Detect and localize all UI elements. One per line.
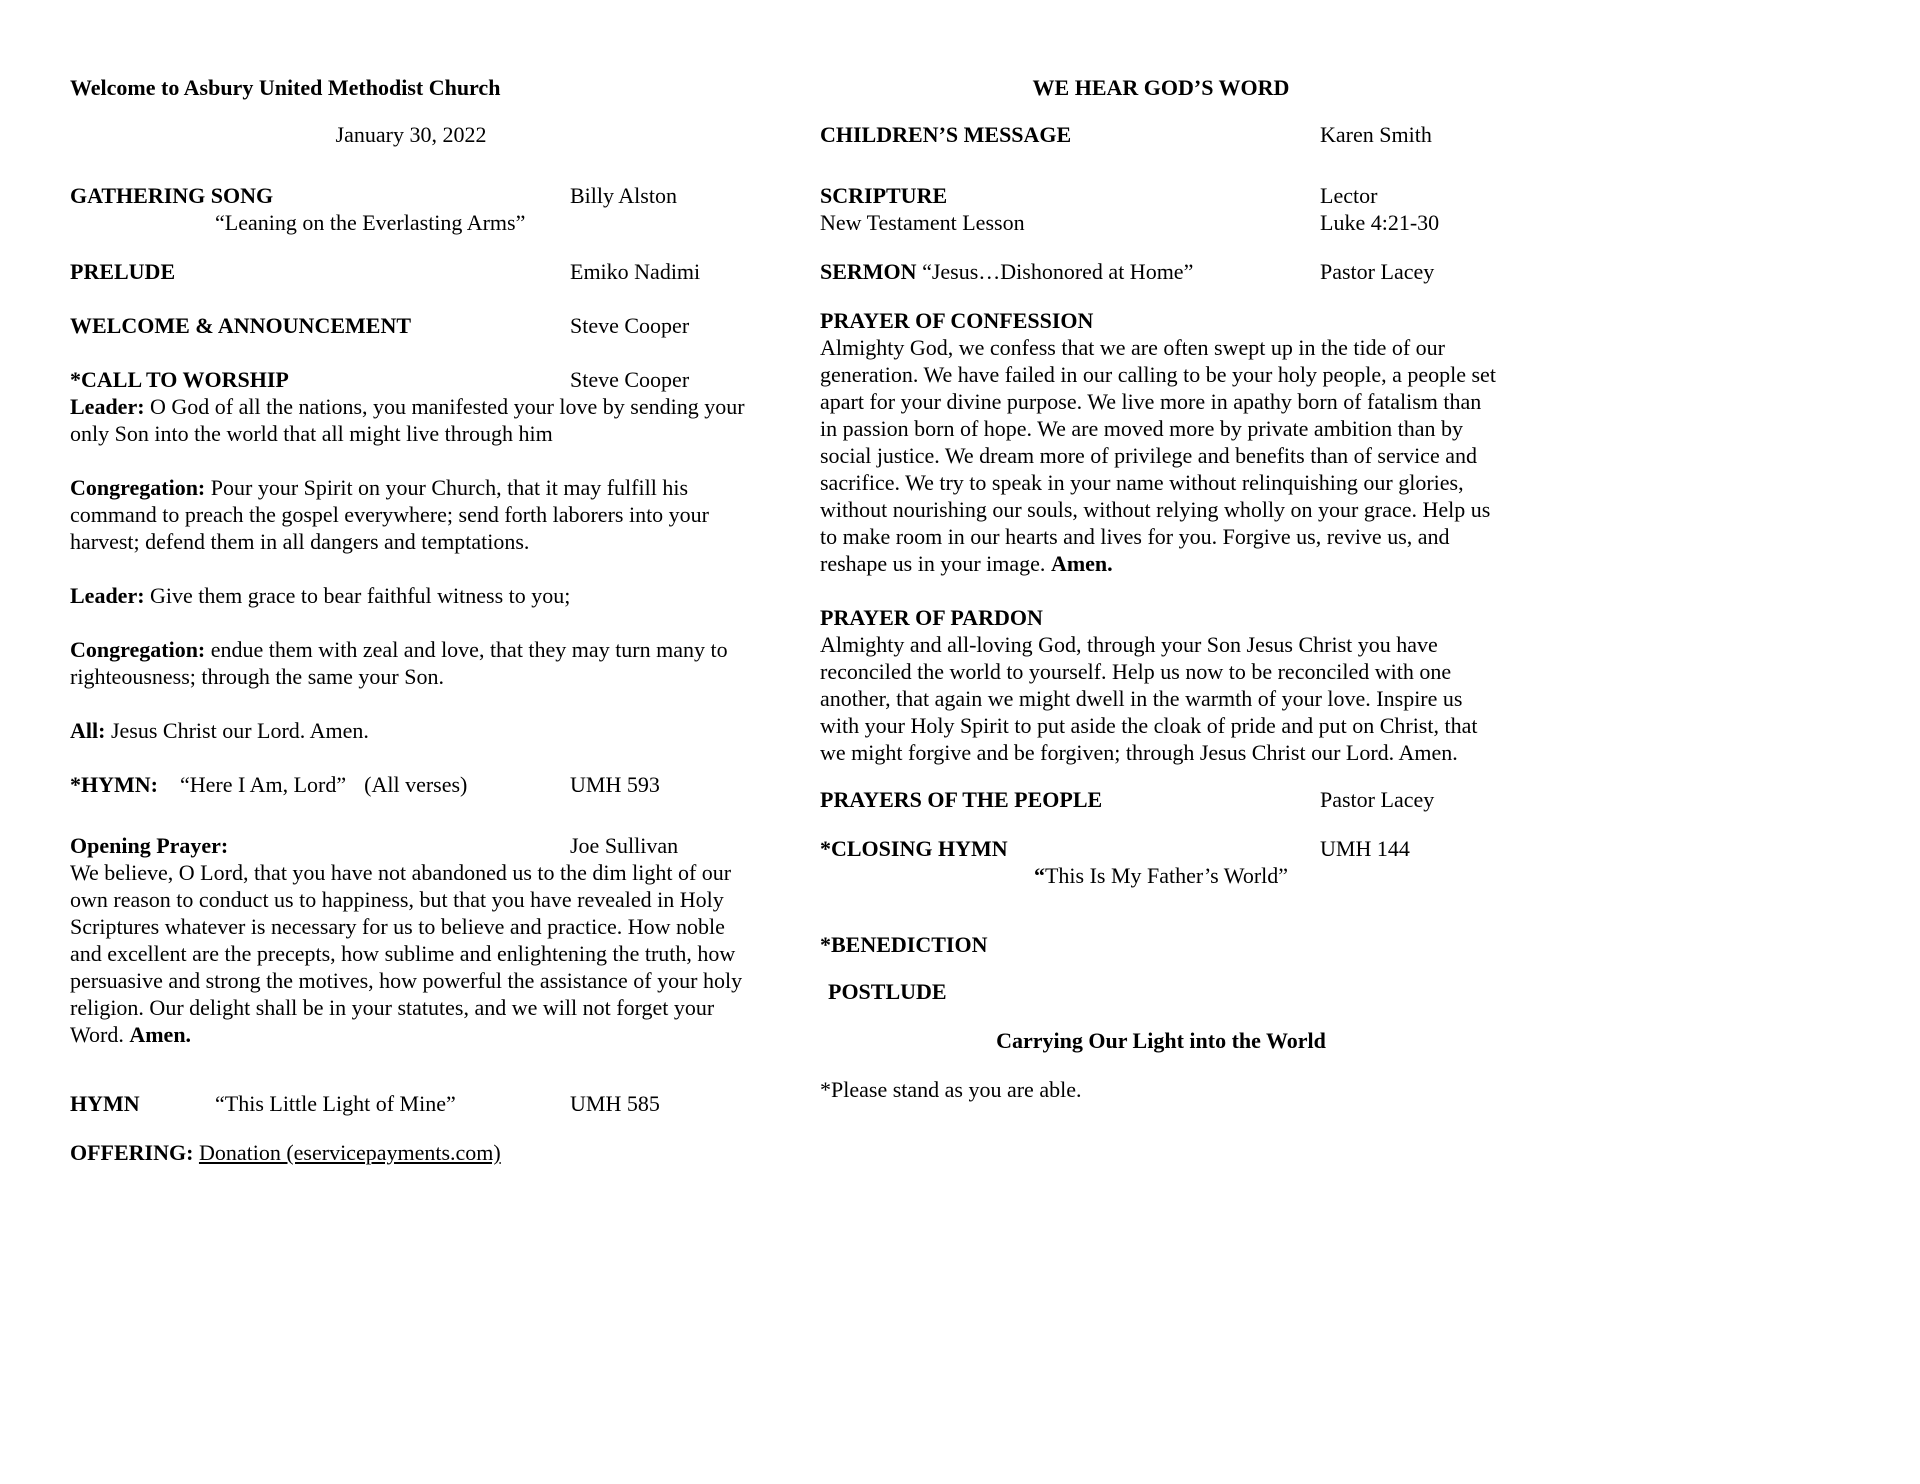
call-to-worship-row (70, 366, 752, 393)
opening-prayer-label: Opening Prayer: (70, 833, 229, 858)
closing-hymn-label: *CLOSING HYMN (820, 836, 1008, 861)
childrens-message-person: Karen Smith (1320, 122, 1432, 147)
call-to-worship-person: Steve Cooper (570, 367, 690, 392)
closing-hymn-title-text: This Is My Father’s World” (1044, 863, 1289, 888)
prelude-person: Emiko Nadimi (570, 259, 701, 284)
closing-hymn-number: UMH 144 (1320, 836, 1410, 861)
scripture-person: Lector (1320, 183, 1378, 208)
response-speaker: Leader: (70, 394, 145, 419)
response-paragraph (70, 582, 752, 609)
response-text: Pour your Spirit on your Church, that it may fulfill his command to preach the gospel everywhere; send forth laborers into your harvest; defend them in all dangers and temptations. (70, 475, 710, 554)
response-paragraph (70, 474, 752, 555)
gathering-song-title: “Leaning on the Everlasting Arms” (215, 210, 526, 235)
scripture-row (820, 182, 1502, 209)
confession-text: Almighty God, we confess that we are often swept up in the tide of our generation. We have failed in our calling to be your holy people, a people set apart for your divine purpose. We live more in apathy born of fatalism than in passion born of hope. We are moved more by private ambition than by social justice. We dream more of privilege and benefits than of service and sacrifice. We try to speak in your name without relinquishing our glories, without nourishing our souls, without relying wholly on your grace. Help us to make room in our hearts and lives for you. Forgive us, revive us, and reshape us in your image. (820, 335, 1496, 576)
prayers-of-people-person: Pastor Lacey (1320, 787, 1435, 812)
opening-prayer-person: Joe Sullivan (570, 833, 679, 858)
hymn-label: *HYMN: (70, 772, 158, 797)
hymn-row (70, 771, 752, 798)
hymn-note: (All verses) (364, 772, 468, 797)
offering-label: OFFERING: (70, 1140, 194, 1165)
gathering-song-label: GATHERING SONG (70, 183, 274, 208)
response-paragraph (70, 717, 752, 744)
response-paragraph (70, 636, 752, 690)
sermon-title: “Jesus…Dishonored at Home” (922, 259, 1194, 284)
scripture-lesson-row (820, 209, 1502, 236)
opening-prayer-row (70, 832, 752, 859)
offering-donation-link[interactable]: Donation (eservicepayments.com) (198, 1140, 501, 1165)
childrens-message-label: CHILDREN’S MESSAGE (820, 122, 1072, 147)
sermon-row (820, 258, 1502, 285)
scripture-reference: Luke 4:21-30 (1320, 210, 1440, 235)
confession-amen: Amen. (1050, 551, 1113, 576)
response-speaker: All: (70, 718, 106, 743)
hymn-title: “Here I Am, Lord” (179, 772, 347, 797)
response-speaker: Congregation: (70, 475, 206, 500)
welcome-person: Steve Cooper (570, 313, 690, 338)
bulletin-title: Welcome to Asbury United Methodist Church (70, 75, 501, 100)
opening-prayer-text: We believe, O Lord, that you have not abandoned us to the dim light of our own reason to conduct us to happiness, but that you have revealed in Holy Scriptures whatever is necessary for us to believe and practice. How noble and excellent are the precepts, how sublime and enlightening the truth, how persuasive and strong the motives, how powerful the assistance of your holy religion. Our delight shall be in your statutes, and we will not forget your Word. (70, 860, 743, 1047)
welcome-row (70, 312, 752, 339)
response-speaker: Congregation: (70, 637, 206, 662)
confession-heading: PRAYER OF CONFESSION (820, 308, 1094, 333)
response-text: endue them with zeal and love, that they may turn many to righteousness; through the same your Son. (70, 637, 728, 689)
pardon-body: Almighty and all-loving God, through your Son Jesus Christ you have reconciled the world to yourself. Help us now to be reconciled with one another, that again we might dwell in the warmth of your love. Inspire us with your Holy Spirit to put aside the cloak of pride and put on Christ, that we might forgive and be forgiven; through Jesus Christ our Lord. Amen. (820, 632, 1478, 765)
prayers-of-people-row (820, 786, 1502, 813)
prelude-label: PRELUDE (70, 259, 176, 284)
hymn-number: UMH 593 (570, 772, 660, 797)
hymn2-label: HYMN (70, 1091, 140, 1116)
response-paragraph (70, 393, 752, 447)
bulletin-right-column (820, 74, 1502, 1103)
gathering-song-person: Billy Alston (570, 183, 677, 208)
sermon-label: SERMON (820, 259, 917, 284)
offering-row (70, 1139, 752, 1166)
hymn2-title: “This Little Light of Mine” (215, 1091, 456, 1116)
closing-hymn-title (820, 862, 1502, 889)
prayers-of-people-label: PRAYERS OF THE PEOPLE (820, 787, 1103, 812)
hymn2-row (70, 1090, 752, 1117)
pardon-heading: PRAYER OF PARDON (820, 605, 1043, 630)
sending-statement: Carrying Our Light into the World (996, 1028, 1326, 1053)
postlude-heading: POSTLUDE (828, 979, 947, 1004)
response-text: Jesus Christ our Lord. Amen. (105, 718, 369, 743)
closing-hymn-open-quote: “ (1033, 863, 1045, 888)
call-to-worship-label: *CALL TO WORSHIP (70, 367, 289, 392)
response-speaker: Leader: (70, 583, 145, 608)
benediction-heading: *BENEDICTION (820, 932, 988, 957)
bulletin-left-column (70, 74, 752, 1166)
closing-hymn-row (820, 835, 1502, 862)
hymn2-number: UMH 585 (570, 1091, 660, 1116)
confession-body (820, 334, 1502, 577)
stand-footnote: *Please stand as you are able. (820, 1077, 1082, 1102)
opening-prayer-amen: Amen. (129, 1022, 192, 1047)
sermon-person: Pastor Lacey (1320, 259, 1435, 284)
welcome-label: WELCOME & ANNOUNCEMENT (70, 313, 412, 338)
response-text: Give them grace to bear faithful witness to you; (144, 583, 571, 608)
childrens-message-row (820, 121, 1502, 148)
section-header: WE HEAR GOD’S WORD (1032, 75, 1290, 100)
scripture-label: SCRIPTURE (820, 183, 948, 208)
gathering-song-row (70, 182, 752, 209)
service-date: January 30, 2022 (335, 122, 487, 147)
scripture-lesson: New Testament Lesson (820, 210, 1025, 235)
opening-prayer-body (70, 859, 752, 1048)
response-text: O God of all the nations, you manifested your love by sending your only Son into the world that all might live through him (70, 394, 745, 446)
prelude-row (70, 258, 752, 285)
